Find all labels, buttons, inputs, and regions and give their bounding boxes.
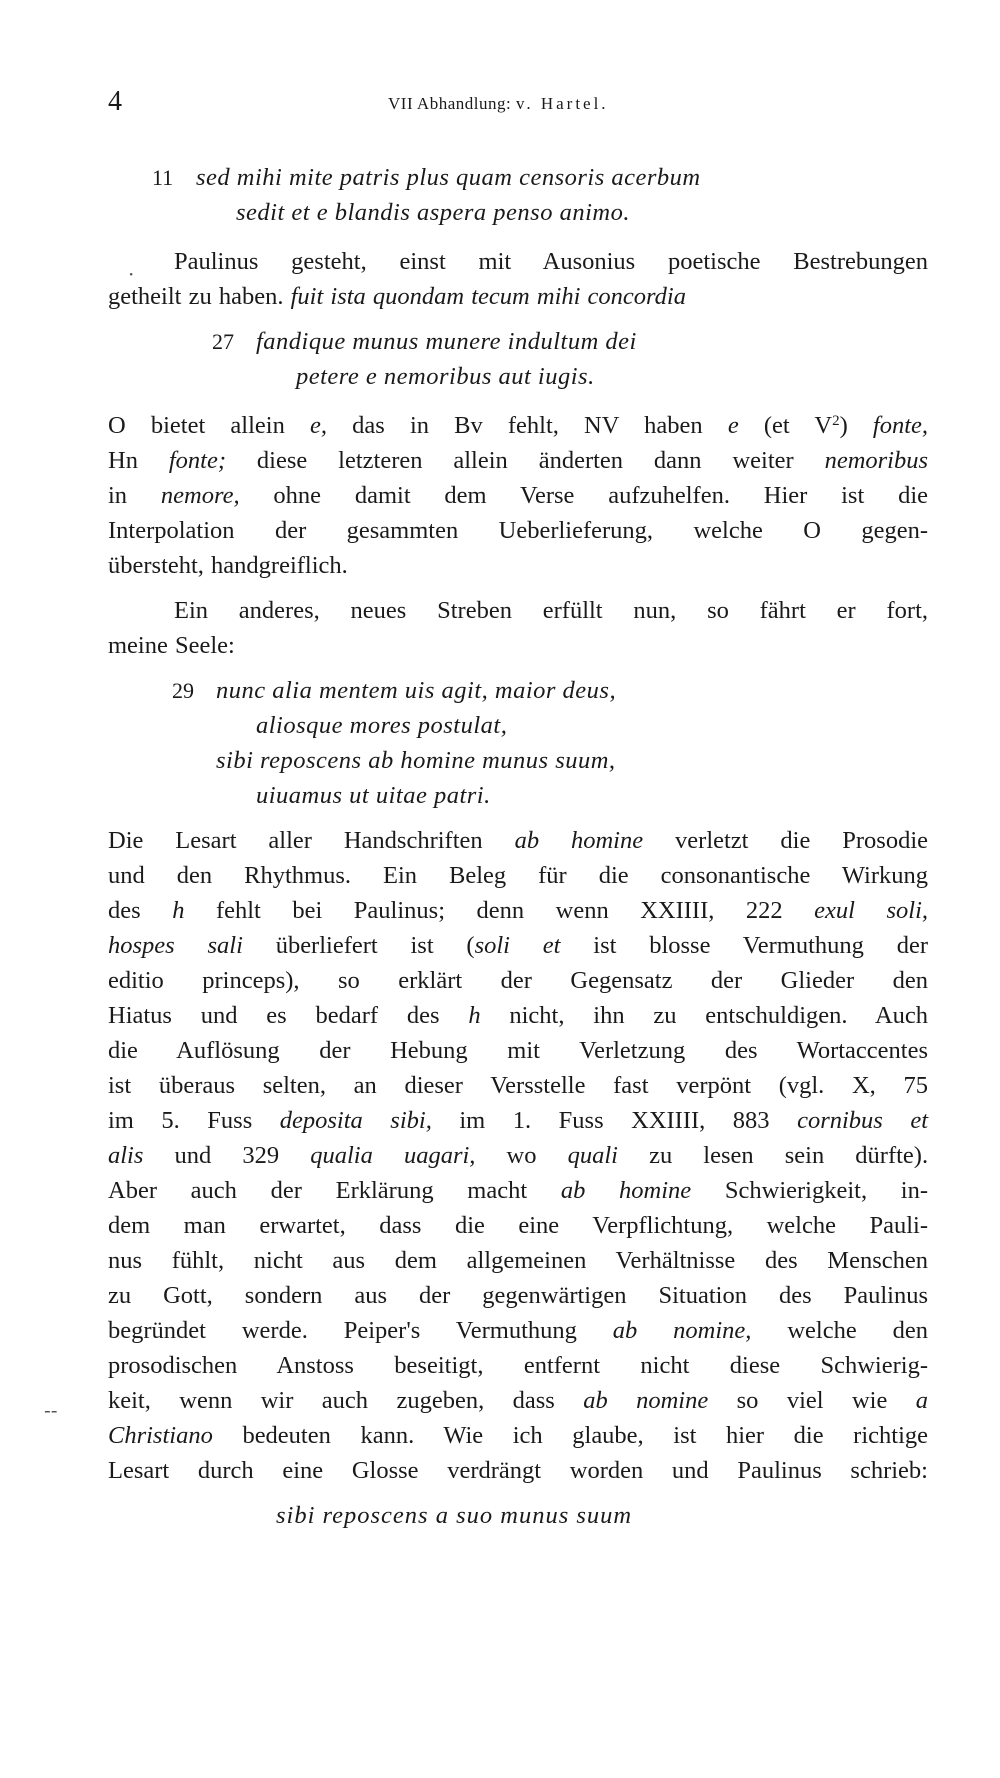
text-line: in nemore, ohne damit dem Verse aufzuhelfen. Hier ist die [108,482,929,509]
text-line: getheilt zu haben. fuit ista quondam tecum mihi concordia [108,283,686,310]
text-line: editio princeps), so erklärt der Gegensatz der Glieder den [108,967,928,994]
text-line: Ein anderes, neues Streben erfüllt nun, so fährt er fort, [174,597,928,624]
text-line: keit, wenn wir auch zugeben, dass ab nomine so viel wie a [108,1387,929,1414]
text-line: Paulinus gesteht, einst mit Ausonius poetische Bestrebungen [174,248,928,275]
text-line: dem man erwartet, dass die eine Verpflichtung, welche Pauli- [108,1212,928,1239]
verse-line [108,1498,928,1533]
verse-text: petere e nemoribus aut iugis. [296,363,595,390]
text-line: Lesart durch eine Glosse verdrängt worden und Paulinus schrieb: [108,1457,928,1484]
running-head-title: VII Abhandlung: [388,94,512,113]
text-line: Hiatus und es bedarf des h nicht, ihn zu entschuldigen. Auch [108,1002,929,1029]
margin-dash: -- [44,1398,58,1422]
text-line: O bietet allein e, das in Bv fehlt, NV haben e (et $V^2$) fonte, [108,412,929,439]
page-number: 4 [108,86,122,117]
text-line: prosodischen Anstoss beseitigt, entfernt nicht diese Schwierig- [108,1352,928,1379]
text-line: alis und 329 qualia uagari, wo quali zu lesen sein dürfte). [108,1142,929,1169]
verse-text: uiuamus ut uitae patri. [256,782,491,809]
verse-line [108,743,928,778]
text-line: hospes sali überliefert ist (soli et ist blosse Vermuthung der [108,932,928,959]
verse-number: 29 [172,678,194,703]
text-line: Die Lesart aller Handschriften ab homine verletzt die Prosodie [108,827,928,854]
page-header [108,86,928,126]
running-head-author: v. Hartel. [515,94,609,113]
verse-line [108,708,928,743]
verse-line [108,324,928,359]
text-line: begründet werde. Peiper's Vermuthung ab nomine, welche den [108,1317,928,1344]
verse-line [108,160,928,195]
text-line: übersteht, handgreiflich. [108,552,348,579]
margin-dot: · [128,262,135,286]
text-line: Hn fonte; diese letzteren allein änderten dann weiter nemoribus [108,447,929,474]
verse-text: fandique munus munere indultum dei [256,328,637,355]
verse-text: sibi reposcens a suo munus suum [276,1502,633,1529]
text-line: meine Seele: [108,632,235,659]
verse-text: sibi reposcens ab homine munus suum, [216,747,616,774]
paragraph [108,593,928,663]
text-line: nus fühlt, nicht aus dem allgemeinen Verhältnisse des Menschen [108,1247,928,1274]
verse-line [108,359,928,394]
text-line: des h fehlt bei Paulinus; denn wenn XXIIII, 222 exul soli, [108,897,928,924]
text-line: zu Gott, sondern aus der gegenwärtigen Situation des Paulinus [108,1282,928,1309]
paragraph [108,244,928,314]
verse-line [108,778,928,813]
verse-number: 11 [152,165,174,190]
text-line: Interpolation der gesammten Ueberlieferung, welche O gegen- [108,517,928,544]
text-line: Christiano bedeuten kann. Wie ich glaube, ist hier die richtige [108,1422,929,1449]
verse-text: sedit et e blandis aspera penso animo. [236,199,630,226]
verse-line [108,195,928,230]
verse-text: nunc alia mentem uis agit, maior deus, [216,677,617,704]
text-line: und den Rhythmus. Ein Beleg für die consonantische Wirkung [108,862,928,889]
page-body [108,160,928,1533]
paragraph [108,404,928,583]
verse-line [108,673,928,708]
text-line: Aber auch der Erklärung macht ab homine Schwierigkeit, in- [108,1177,928,1204]
verse-text: sed mihi mite patris plus quam censoris acerbum [196,164,701,191]
verse-number: 27 [212,329,234,354]
running-head [388,94,609,114]
paragraph [108,823,928,1488]
text-line: die Auflösung der Hebung mit Verletzung des Wortaccentes [108,1037,928,1064]
text-line: im 5. Fuss deposita sibi, im 1. Fuss XXIIII, 883 cornibus et [108,1107,929,1134]
text-line: ist überaus selten, an dieser Versstelle fast verpönt (vgl. X, 75 [108,1072,928,1099]
verse-text: aliosque mores postulat, [256,712,508,739]
